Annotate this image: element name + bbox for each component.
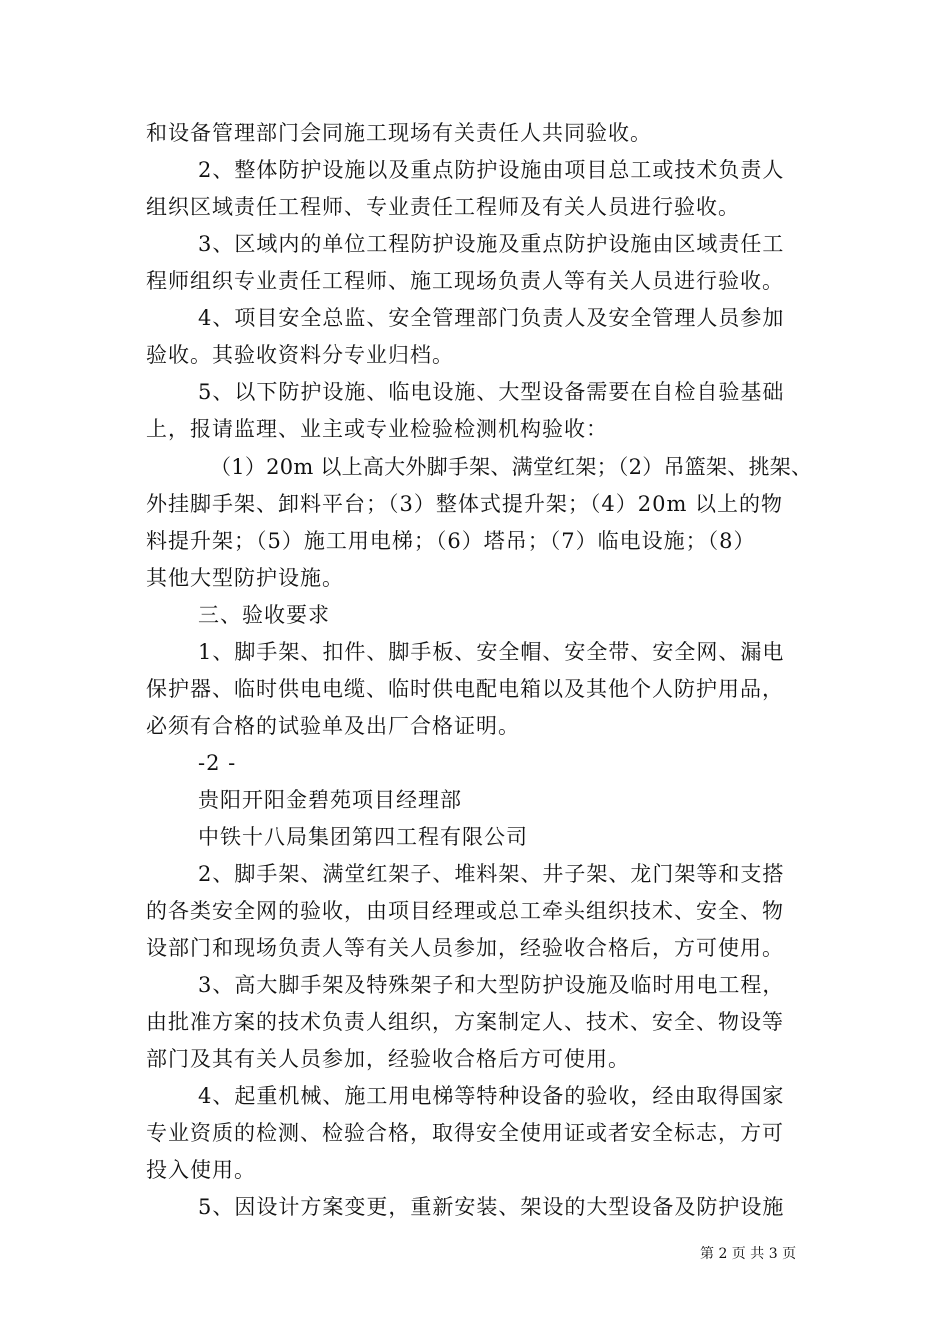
company-name: 中铁十八局集团第四工程有限公司 xyxy=(198,825,528,849)
text-line: 设部门和现场负责人等有关人员参加，经验收合格后，方可使用。 xyxy=(146,936,784,960)
text-line: 上，报请监理、业主或专业检验检测机构验收： xyxy=(146,417,608,441)
text-line: 投入使用。 xyxy=(146,1158,256,1182)
text-line: 2、脚手架、满堂红架子、堆料架、井子架、龙门架等和支搭 xyxy=(198,862,785,886)
text-line: 5、以下防护设施、临电设施、大型设备需要在自检自验基础 xyxy=(198,380,785,404)
text-line: 2、整体防护设施以及重点防护设施由项目总工或技术负责人 xyxy=(198,158,785,182)
text-line: 和设备管理部门会同施工现场有关责任人共同验收。 xyxy=(146,121,652,145)
text-line: 4、起重机械、施工用电梯等特种设备的验收，经由取得国家 xyxy=(198,1084,785,1108)
text-line: 程师组织专业责任工程师、施工现场负责人等有关人员进行验收。 xyxy=(146,269,784,293)
text-line: 保护器、临时供电电缆、临时供电配电箱以及其他个人防护用品， xyxy=(146,677,784,701)
text-line: （1）20m 以上高大外脚手架、满堂红架；（2）吊篮架、挑架、 xyxy=(210,455,813,479)
text-line: 其他大型防护设施。 xyxy=(146,566,344,590)
text-line: 3、高大脚手架及特殊架子和大型防护设施及临时用电工程， xyxy=(198,973,785,997)
text-line: 外挂脚手架、卸料平台；（3）整体式提升架；（4）20m 以上的物 xyxy=(146,492,784,516)
text-line: 5、因设计方案变更，重新安装、架设的大型设备及防护设施 xyxy=(198,1195,785,1219)
text-line: 由批准方案的技术负责人组织，方案制定人、技术、安全、物设等 xyxy=(146,1010,784,1034)
section-heading: 三、验收要求 xyxy=(198,603,330,627)
text-line: 料提升架；（5）施工用电梯；（6）塔吊；（7）临电设施；（8） xyxy=(146,529,756,553)
text-line: 验收。其验收资料分专业归档。 xyxy=(146,343,454,367)
text-line: 的各类安全网的验收，由项目经理或总工牵头组织技术、安全、物 xyxy=(146,899,784,923)
text-line: 部门及其有关人员参加，经验收合格后方可使用。 xyxy=(146,1047,630,1071)
page-footer: 第 2 页 共 3 页 xyxy=(700,1246,797,1262)
text-line: 4、项目安全总监、安全管理部门负责人及安全管理人员参加 xyxy=(198,306,785,330)
page-marker: -2 - xyxy=(198,751,237,775)
organization-name: 贵阳开阳金碧苑项目经理部 xyxy=(198,788,462,812)
text-line: 3、区域内的单位工程防护设施及重点防护设施由区域责任工 xyxy=(198,232,785,256)
text-line: 组织区域责任工程师、专业责任工程师及有关人员进行验收。 xyxy=(146,195,740,219)
text-line: 专业资质的检测、检验合格，取得安全使用证或者安全标志，方可 xyxy=(146,1121,784,1145)
text-line: 必须有合格的试验单及出厂合格证明。 xyxy=(146,714,520,738)
text-line: 1、脚手架、扣件、脚手板、安全帽、安全带、安全网、漏电 xyxy=(198,640,785,664)
